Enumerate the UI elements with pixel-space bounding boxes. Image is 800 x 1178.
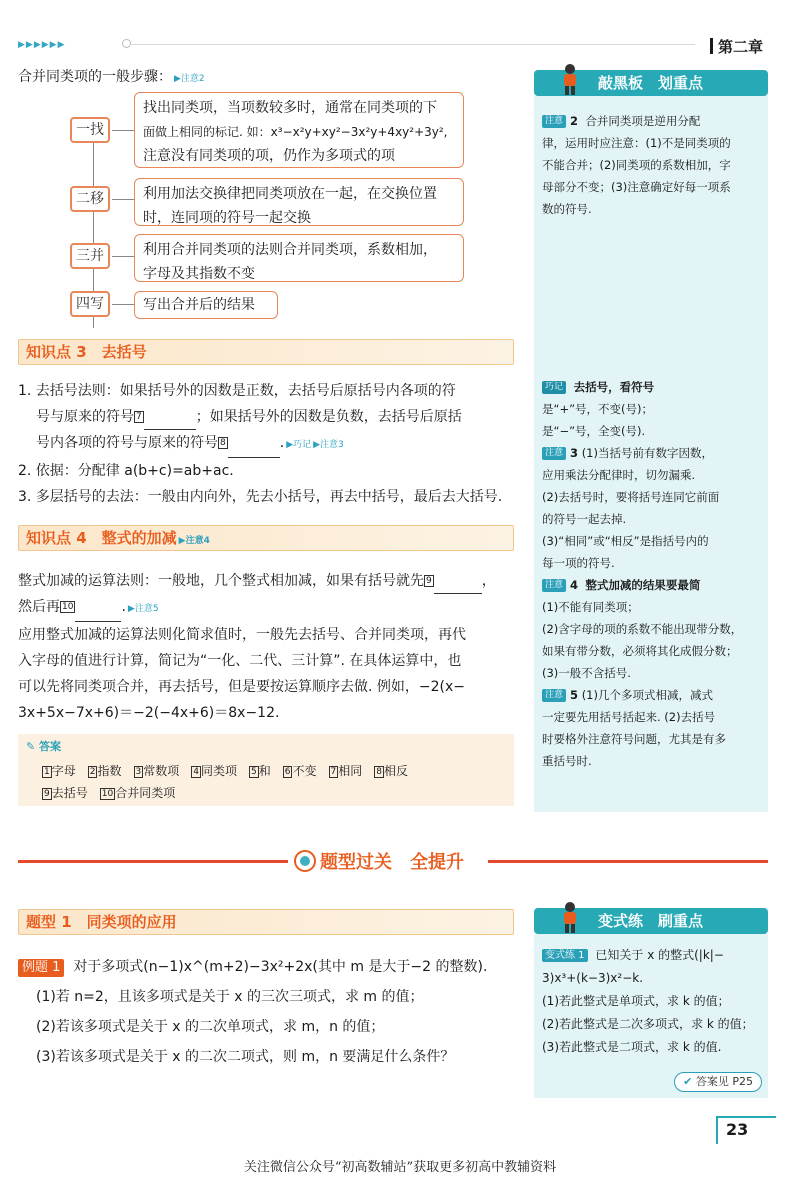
note-text: 母部分不变；(3)注意确定好每一项系 — [542, 180, 731, 194]
answer-item — [134, 764, 180, 778]
note-text: (1)不能有同类项； — [542, 600, 639, 614]
variant-q2: (2)若此整式是二次多项式，求 k 的值； — [542, 1017, 754, 1031]
tip-text: 是“−”号，全变(号). — [542, 424, 646, 438]
answer-text: 字母 — [51, 764, 76, 778]
step-text: 利用合并同类项的法则合并同类项，系数相加， — [143, 242, 437, 258]
tip-text: 是“+”号，不变(号)； — [542, 402, 654, 416]
answer-number: 8 — [376, 766, 382, 777]
note-link[interactable]: ▶巧记 — [286, 440, 312, 450]
blank-number: 7 — [136, 412, 142, 422]
note-text: (1)几个多项式相减，减式 — [581, 688, 713, 702]
variant-text: 3)x³+(k−3)x²−k. — [542, 971, 644, 985]
step-arrow — [112, 199, 134, 200]
section4-title — [26, 525, 210, 554]
header-decoration: ▶▶▶▶▶▶ — [18, 40, 66, 50]
step-box-4 — [134, 291, 278, 319]
type1-title: 题型 1 同类项的应用 — [26, 913, 177, 931]
trophy-icon — [294, 850, 316, 872]
blank-number: 9 — [426, 576, 432, 586]
footer-notice: 关注微信公众号“初高数辅站”获取更多初高中教辅资料 — [243, 1160, 557, 1175]
note-tag: 注意 — [542, 447, 566, 460]
answer-text: 指数 — [97, 764, 122, 778]
note-text: 律，运用时应注意：(1)不是同类项的 — [542, 136, 731, 150]
note-text: 重括号时. — [542, 754, 592, 768]
section3-title: 知识点 3 去括号 — [26, 343, 147, 361]
step-text: 利用加法交换律把同类项放在一起，在交换位置 — [143, 186, 437, 202]
note-text: 合并同类项是逆用分配 — [585, 114, 701, 128]
answer-item — [100, 786, 175, 800]
merge-intro-text: 合并同类项的一般步骤： — [18, 69, 172, 85]
note-link[interactable]: ▶注意4 — [178, 536, 210, 546]
answer-number: 4 — [193, 766, 199, 777]
step-box-2 — [134, 178, 464, 226]
step-arrow — [112, 256, 134, 257]
answer-list — [42, 760, 512, 804]
note-number: 5 — [570, 688, 579, 702]
para-line: 入字母的值进行计算，简记为“一化、二代、三计算”. 在具体运算中，也 — [18, 653, 462, 669]
variant-q3: (3)若此整式是二项式，求 k 的值. — [542, 1040, 722, 1054]
step-arrow — [112, 304, 134, 305]
step-text: 写出合并后的结果 — [143, 297, 255, 313]
rule3-line: 3. 多层括号的去法：一般由内向外，先去小括号，再去中括号，最后去大括号. — [18, 489, 503, 505]
sidebar-panel — [534, 96, 768, 812]
answer-text: 不变 — [292, 764, 317, 778]
tip-title: 去括号，看符号 — [573, 380, 655, 394]
banner-line-left — [18, 860, 288, 863]
page-number: 23 — [726, 1120, 749, 1139]
note-text: 数的符号. — [542, 202, 592, 216]
answer-text: 相反 — [383, 764, 408, 778]
note-number: 4 — [570, 578, 579, 592]
answer-item — [42, 764, 76, 778]
answer-number: 7 — [330, 766, 337, 777]
sidebar-notes — [542, 110, 762, 220]
step-text: 字母及其指数不变 — [143, 266, 255, 282]
note-tag: 注意 — [542, 689, 566, 702]
tip-tag: 巧记 — [542, 381, 566, 394]
step-label-3: 三并 — [70, 243, 110, 269]
answer-number: 10 — [101, 788, 114, 799]
section3-body: 1. 去括号法则：如果括号外的因数是正数，去括号后原括号内各项的符 号与原来的符号 7 ；如果括号外的因数是负数，去括号后原括 号内各项的符号与原来的符号 8 . ▶巧记 ▶注意3 2. 依据：分配律 a(b+c)=ab+ac. 3. 多层括号的去法：一般由内向外，先去小括号，再去中括号，最后去大括号. — [18, 378, 518, 510]
para-line: 可以先将同类项合并，再去括号，但是要按运算顺序去做. 例如，−2(x− — [18, 679, 466, 695]
note-number: 3 — [570, 446, 579, 460]
step-label-1: 一找 — [70, 117, 110, 143]
merge-intro — [18, 64, 205, 92]
note-text: (1)当括号前有数字因数， — [581, 446, 713, 460]
rule-text: 整式加减的运算法则：一般地，几个整式相加减，如果有括号就先 — [18, 573, 424, 589]
section4-body: 整式加减的运算法则：一般地，几个整式相加减，如果有括号就先 9 ， 然后再 10 . ▶注意5 应用整式加减的运算法则化简求值时，一般先去括号、合并同类项，再代 入字母的值进行计算，简记为“一化、二代、三计算”. 在具体运算中，也 可以先将同类项合并，再去括号，但是要按运算顺序去做. 例如，−2(x− 3x+5x−7x+6)＝−2(−4x+6)＝8x−12. — [18, 568, 518, 726]
note-number: 2 — [570, 114, 579, 128]
note-text: 不能合并；(2)同类项的系数相加，字 — [542, 158, 731, 172]
answer-number: 1 — [44, 766, 50, 777]
header-rule — [130, 44, 695, 45]
answer-item — [249, 764, 271, 778]
example-block — [18, 952, 518, 1072]
step-arrow — [112, 130, 134, 131]
answer-number: 3 — [135, 766, 142, 777]
check-icon: ✔ — [683, 1075, 693, 1088]
question-1: (1)若 n=2，且该多项式是关于 x 的三次三项式，求 m 的值； — [36, 989, 424, 1005]
answer-item — [283, 764, 317, 778]
answer-item — [88, 764, 122, 778]
teacher-icon — [556, 62, 584, 96]
note-text: (2)含字母的项的系数不能出现带分数， — [542, 622, 743, 636]
sidebar-header-text: 敲黑板 划重点 — [598, 74, 704, 92]
step-text: 时，连同项的符号一起交换 — [143, 210, 311, 226]
variant-content — [542, 944, 764, 1059]
para-line: 应用整式加减的运算法则化简求值时，一般先去括号、合并同类项，再代 — [18, 627, 466, 643]
answer-number: 9 — [44, 788, 50, 799]
answer-item — [329, 764, 363, 778]
step-label-2: 二移 — [70, 186, 110, 212]
variant-tag: 变式练 1 — [542, 949, 588, 962]
rule1-text: ；如果括号外的因数是负数，去括号后原括 — [195, 409, 462, 425]
note-text: 应用乘法分配律时，切勿漏乘. — [542, 468, 696, 482]
blank — [434, 593, 482, 594]
answer-ref-text: 答案见 P25 — [695, 1075, 753, 1088]
note-text: 如果有带分数，必须将其化成假分数； — [542, 644, 738, 658]
note-link[interactable]: ▶注意5 — [127, 604, 159, 614]
variant-text: 已知关于 x 的整式(|k|− — [595, 948, 724, 962]
note-text: (3)“相同”或“相反”是指括号内的 — [542, 534, 709, 548]
step-box-1 — [134, 92, 464, 168]
rule1-line: 1. 去括号法则：如果括号外的因数是正数，去括号后原括号内各项的符 — [18, 383, 456, 399]
chapter-bar — [710, 38, 713, 54]
answer-number: 6 — [284, 766, 291, 777]
answer-item — [374, 764, 408, 778]
answer-label: ✎ 答案 — [26, 740, 62, 753]
example-tag: 例题 1 — [18, 959, 64, 977]
answer-text: 合并同类项 — [115, 786, 176, 800]
rule1-text: 号与原来的符号 — [36, 409, 134, 425]
step-box-3 — [134, 234, 464, 282]
blank-number: 10 — [62, 602, 74, 612]
variant-panel — [534, 934, 768, 1098]
chapter-title: 第二章 — [718, 38, 764, 56]
note-text: 每一项的符号. — [542, 556, 615, 570]
answer-ref-button[interactable] — [674, 1072, 762, 1092]
step-text: 注意没有同类项的项，仍作为多项式的项 — [143, 148, 395, 164]
note-text: 时要格外注意符号问题，尤其是有多 — [542, 732, 726, 746]
sidebar-notes-2 — [542, 376, 762, 772]
blank — [228, 457, 280, 458]
answer-text: 去括号 — [51, 786, 88, 800]
question-2: (2)若该多项式是关于 x 的二次单项式，求 m，n 的值； — [36, 1019, 385, 1035]
note-title: 整式加减的结果要最简 — [585, 578, 701, 592]
banner-line-right — [488, 860, 768, 863]
step-label-4: 四写 — [70, 291, 110, 317]
blank-number: 8 — [220, 438, 226, 448]
banner-title: 题型过关 全提升 — [320, 852, 464, 873]
variant-header-text: 变式练 刷重点 — [598, 912, 704, 930]
step-text: 找出同类项，当项数较多时，通常在同类项的下 — [143, 100, 437, 116]
note-text: (3)一般不含括号. — [542, 666, 631, 680]
rule2-line: 2. 依据：分配律 a(b+c)=ab+ac. — [18, 463, 234, 479]
answer-number: 2 — [89, 766, 96, 777]
answer-number: 5 — [251, 766, 257, 777]
answer-text: 同类项 — [200, 764, 237, 778]
note-text: 一定要先用括号括起来. (2)去括号 — [542, 710, 716, 724]
question-3: (3)若该多项式是关于 x 的二次二项式，则 m，n 要满足什么条件？ — [36, 1049, 455, 1065]
section4-title-text: 知识点 4 整式的加减 — [26, 529, 177, 547]
rule1-text: 号内各项的符号与原来的符号 — [36, 435, 218, 451]
answer-text: 常数项 — [143, 764, 180, 778]
answer-item — [42, 786, 88, 800]
student-icon — [556, 900, 584, 934]
note-link[interactable]: ▶注意2 — [174, 74, 205, 84]
answer-label-text: 答案 — [39, 740, 62, 753]
note-tag: 注意 — [542, 579, 566, 592]
note-link[interactable]: ▶注意3 — [313, 440, 344, 450]
answer-text: 和 — [258, 764, 271, 778]
rule-text: 然后再 — [18, 599, 60, 615]
answer-item — [191, 764, 237, 778]
step-text: 面做上相同的标记. 如：x³−x²y+xy²−3x²y+4xy²+3y², — [143, 125, 448, 139]
note-text: (2)去括号时，要将括号连同它前面 — [542, 490, 720, 504]
note-tag: 注意 — [542, 115, 566, 128]
example-text: 对于多项式(n−1)x^(m+2)−3x²+2x(其中 m 是大于−2 的整数). — [73, 959, 488, 975]
answer-text: 相同 — [338, 764, 363, 778]
para-line: 3x+5x−7x+6)＝−2(−4x+6)＝8x−12. — [18, 705, 280, 721]
variant-q1: (1)若此整式是单项式，求 k 的值； — [542, 994, 730, 1008]
note-text: 的符号一起去掉. — [542, 512, 627, 526]
